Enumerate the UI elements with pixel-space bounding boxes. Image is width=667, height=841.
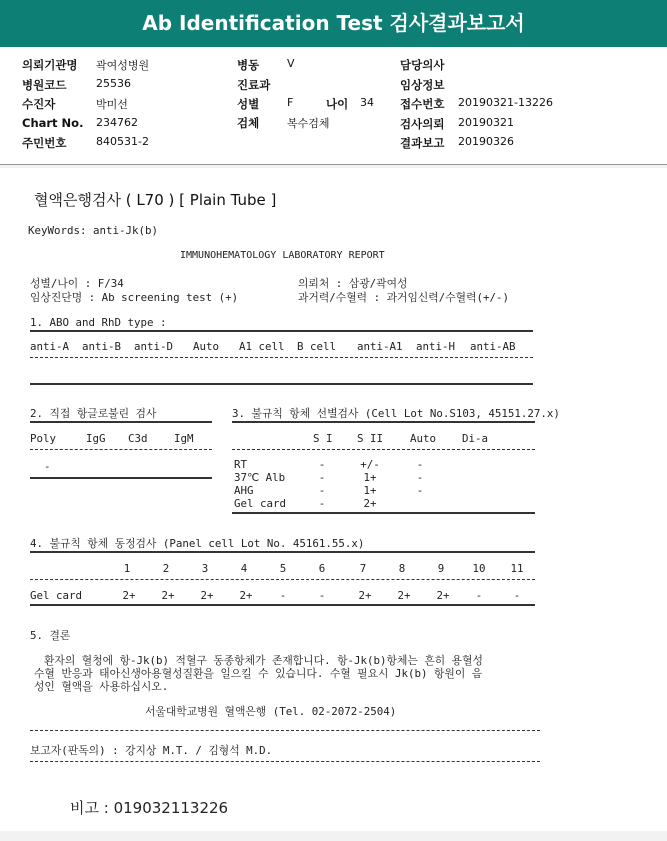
panel-result: 2+	[200, 589, 214, 602]
patient-info-header	[0, 47, 667, 165]
clinical-info-label: 임상정보	[400, 78, 445, 92]
screening-header-si: S I	[313, 432, 333, 445]
institution-value: 곽여성병원	[96, 59, 150, 72]
panel-result: 2+	[239, 589, 253, 602]
screening-cell: -	[318, 484, 326, 497]
lab-report-title: IMMUNOHEMATOLOGY LABORATORY REPORT	[180, 250, 385, 261]
separator	[232, 512, 535, 514]
separator	[30, 357, 533, 358]
panel-cell-number: 10	[472, 562, 486, 575]
panel-cell-number: 8	[398, 562, 406, 575]
screening-row-label: Gel card	[234, 497, 287, 510]
reception-no-value: 20190321-13226	[458, 96, 553, 109]
screening-section-title: 3. 불규칙 항체 선별검사 (Cell Lot No.S103, 45151.27.x)	[232, 407, 560, 420]
separator	[30, 421, 212, 423]
request-date-value: 20190321	[458, 116, 514, 129]
dat-value: -	[44, 460, 51, 473]
age-value: 34	[360, 96, 374, 109]
specimen-value: 복수검체	[287, 117, 330, 130]
screening-cell: +/-	[360, 458, 380, 471]
screening-cell: -	[416, 458, 424, 471]
conclusion-line: 성인 혈액을 사용하십시오.	[34, 680, 169, 693]
abo-header-anti-h: anti-H	[416, 340, 456, 353]
separator	[30, 383, 533, 385]
specimen-label: 검체	[237, 116, 260, 130]
screening-row-label: 37℃ Alb	[234, 471, 286, 484]
abo-header-anti-b: anti-B	[82, 340, 122, 353]
separator	[30, 449, 212, 450]
header-divider	[0, 164, 667, 165]
diagnosis: 임상진단명 : Ab screening test (+)	[30, 291, 239, 304]
hospital-code-value: 25536	[96, 77, 131, 90]
screening-cell: -	[318, 497, 326, 510]
separator	[30, 477, 212, 479]
doctor-label: 담당의사	[400, 58, 445, 72]
panel-result: -	[513, 589, 521, 602]
chart-no-label: Chart No.	[22, 116, 84, 130]
hospital-info: 서울대학교병원 혈액은행 (Tel. 02-2072-2504)	[145, 705, 397, 718]
separator	[30, 761, 540, 762]
panel-cell-number: 11	[510, 562, 524, 575]
dat-header-c3d: C3d	[128, 432, 148, 445]
patient-label: 수진자	[22, 97, 56, 111]
screening-header-sii: S II	[357, 432, 384, 445]
abo-section-title: 1. ABO and RhD type :	[30, 316, 167, 329]
abo-header-b-cell: B cell	[297, 340, 337, 353]
panel-cell-number: 3	[201, 562, 209, 575]
panel-result: 2+	[358, 589, 372, 602]
panel-cell-number: 7	[359, 562, 367, 575]
rrn-label: 주민번호	[22, 136, 67, 150]
abo-header-anti-a: anti-A	[30, 340, 70, 353]
reporter: 보고자(판독의) : 강지상 M.T. / 김형석 M.D.	[30, 744, 273, 757]
ward-value: V	[287, 57, 295, 70]
screening-row-label: RT	[234, 458, 248, 471]
panel-row-label: Gel card	[30, 589, 83, 602]
institution-label: 의뢰기관명	[22, 58, 78, 72]
title-banner	[0, 0, 667, 47]
requester: 의뢰처 : 삼광/곽여성	[298, 277, 408, 290]
report-date-label: 결과보고	[400, 136, 445, 150]
separator	[30, 551, 535, 553]
screening-header-auto: Auto	[410, 432, 437, 445]
dat-section-title: 2. 직접 항글로불린 검사	[30, 407, 157, 420]
dat-header-igg: IgG	[86, 432, 106, 445]
panel-cell-number: 2	[162, 562, 170, 575]
screening-row-label: AHG	[234, 484, 254, 497]
keywords: KeyWords: anti-Jk(b)	[28, 224, 159, 237]
screening-cell: -	[318, 471, 326, 484]
panel-result: 2+	[161, 589, 175, 602]
report-body	[0, 168, 667, 831]
ward-label: 병동	[237, 58, 260, 72]
dept-label: 진료과	[237, 78, 271, 92]
panel-cell-number: 6	[318, 562, 326, 575]
abo-header-anti-ab: anti-AB	[470, 340, 516, 353]
conclusion-line: 수혈 반응과 태아신생아용혈성질환을 일으킬 수 있습니다. 수혈 필요시 Jk(b) 항원이 음	[34, 667, 483, 680]
panel-cell-number: 9	[437, 562, 445, 575]
panel-result: 2+	[436, 589, 450, 602]
reception-no-label: 접수번호	[400, 97, 445, 111]
separator	[30, 730, 540, 731]
report-title: Ab Identification Test 검사결과보고서	[142, 11, 525, 35]
abo-header-anti-d: anti-D	[134, 340, 174, 353]
abo-header-anti-a1: anti-A1	[357, 340, 403, 353]
identification-section-title: 4. 불규칙 항체 동정검사 (Panel cell Lot No. 45161.55.x)	[30, 537, 365, 550]
sex-age: 성별/나이 : F/34	[30, 277, 124, 290]
screening-cell: 2+	[363, 497, 377, 510]
dat-header-poly: Poly	[30, 432, 57, 445]
screening-header-di-a: Di-a	[462, 432, 489, 445]
request-date-label: 검사의뢰	[400, 117, 445, 131]
separator	[232, 449, 535, 450]
chart-no-value: 234762	[96, 116, 138, 129]
sex-label: 성별	[237, 97, 260, 111]
conclusion-line: 환자의 혈청에 항-Jk(b) 적혈구 동종항체가 존재합니다. 항-Jk(b)항체는 흔히 용혈성	[44, 654, 483, 667]
screening-cell: -	[318, 458, 326, 471]
panel-cell-number: 1	[123, 562, 131, 575]
sex-value: F	[287, 96, 294, 109]
separator	[30, 330, 533, 332]
dat-header-igm: IgM	[174, 432, 194, 445]
report-section-title: 혈액은행검사 ( L70 ) [ Plain Tube ]	[34, 191, 277, 209]
history: 과거력/수혈력 : 과거임신력/수혈력(+/-)	[298, 291, 510, 304]
hospital-code-label: 병원코드	[22, 78, 67, 92]
remark: 비고 : 019032113226	[70, 799, 229, 817]
panel-cell-number: 5	[279, 562, 287, 575]
panel-result: 2+	[397, 589, 411, 602]
screening-cell: -	[416, 484, 424, 497]
separator	[232, 421, 535, 423]
abo-header-auto: Auto	[193, 340, 220, 353]
panel-result: 2+	[122, 589, 136, 602]
panel-result: -	[318, 589, 326, 602]
screening-cell: 1+	[363, 484, 377, 497]
panel-result: -	[475, 589, 483, 602]
report-date-value: 20190326	[458, 135, 514, 148]
panel-result: -	[279, 589, 287, 602]
abo-header-a1-cell: A1 cell	[239, 340, 285, 353]
screening-cell: 1+	[363, 471, 377, 484]
age-label: 나이	[326, 97, 349, 111]
screening-cell: -	[416, 471, 424, 484]
patient-value: 박미선	[96, 98, 128, 111]
panel-cell-number: 4	[240, 562, 248, 575]
separator	[30, 604, 535, 606]
conclusion-title: 5. 결론	[30, 629, 71, 642]
separator	[30, 579, 535, 580]
rrn-value: 840531-2	[96, 135, 149, 148]
